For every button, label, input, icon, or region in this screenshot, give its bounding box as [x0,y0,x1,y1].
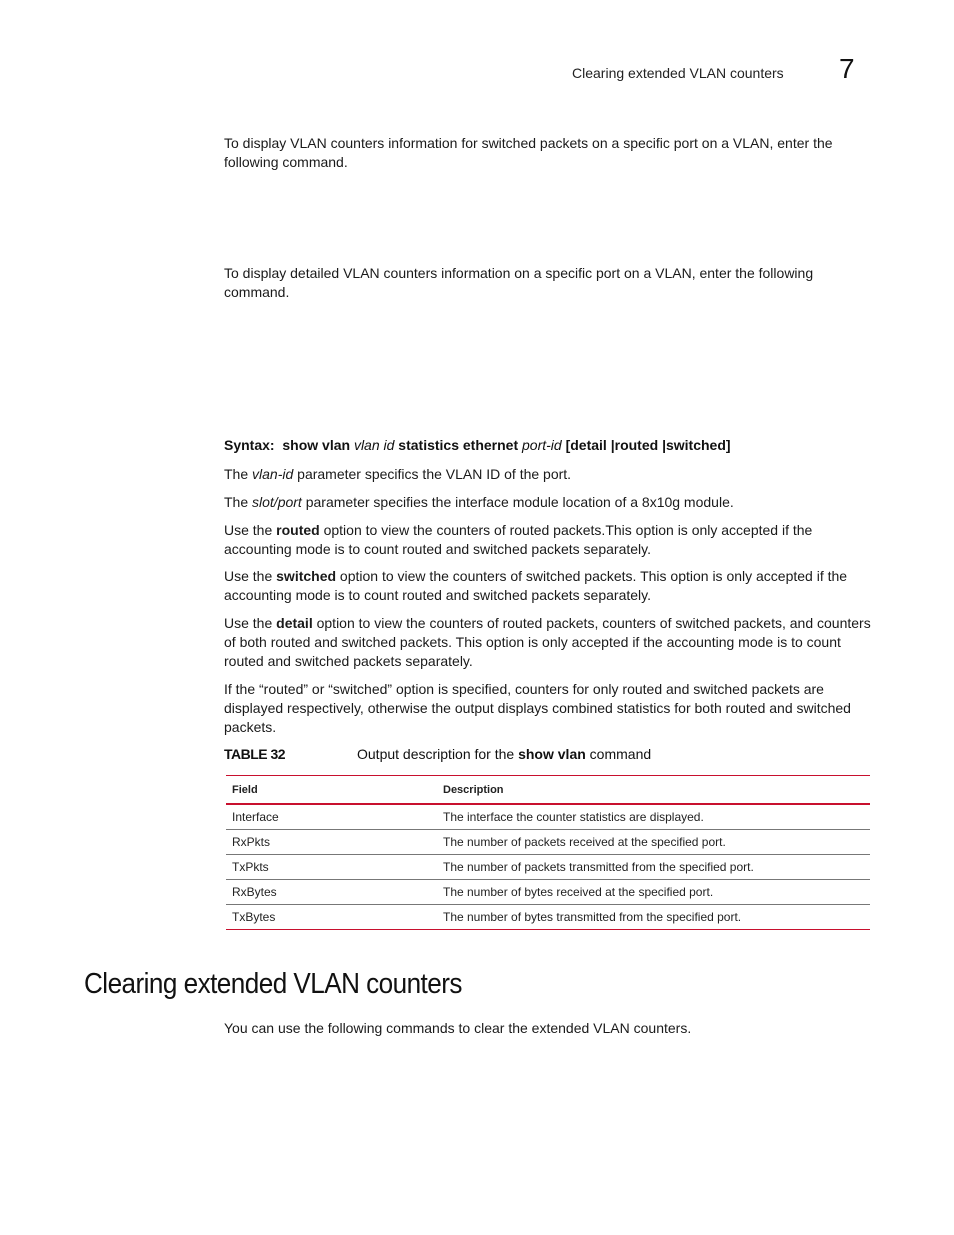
syntax-arg-vlan-id: vlan id [353,437,395,453]
text-segment: The [224,494,253,510]
running-header-title: Clearing extended VLAN counters [572,65,784,81]
text-segment: option to view the counters of routed packets, counters of switched packets, and counters of both routed and switched packets. This option is only accepted if the accounting mode is to count routed and switched packets separately. [224,615,871,669]
paragraph-vlan-id-param [224,465,872,484]
header-field: Field [226,776,437,805]
keyword-routed: routed [276,522,320,538]
syntax-label: Syntax: [224,437,275,453]
term-slot-port: slot/port [252,494,302,510]
text-segment: Use the [224,522,277,538]
table-label: TABLE 32 [224,746,286,762]
caption-text: command [585,746,652,762]
cell-description: The number of bytes received at the specified port. [437,880,870,905]
syntax-options: [detail |routed |switched] [565,437,731,453]
cell-description: The number of packets transmitted from the specified port. [437,855,870,880]
cell-description: The number of bytes transmitted from the specified port. [437,905,870,930]
text-segment: option to view the counters of switched packets. This option is only accepted if the accounting mode is to count routed and switched packets separately. [224,568,848,603]
cell-description: The interface the counter statistics are displayed. [437,804,870,830]
paragraph-clear-intro: You can use the following commands to clear the extended VLAN counters. [224,1020,692,1036]
paragraph-detailed-intro: To display detailed VLAN counters information on a specific port on a VLAN, enter the following command. [224,265,814,300]
table-row [226,905,870,930]
table-row [226,880,870,905]
text-segment: Use the [224,615,277,631]
paragraph-switched-intro: To display VLAN counters information for switched packets on a specific port on a VLAN, enter the following command. [224,135,833,170]
cell-field: TxBytes [226,905,437,930]
term-vlan-id: vlan-id [252,466,294,482]
text-segment: parameter specifics the VLAN ID of the port. [293,466,572,482]
caption-text: Output description for the [357,746,519,762]
table-header-row [226,776,870,805]
cell-field: Interface [226,804,437,830]
paragraph-routed-option [224,521,872,559]
cell-description: The number of packets received at the specified port. [437,830,870,855]
text-segment: The [224,466,253,482]
text-segment: option to view the counters of routed packets.This option is only accepted if the accounting mode is to count routed and switched packets separately. [224,522,813,557]
caption-keyword: show vlan [518,746,586,762]
text-segment: parameter specifies the interface module location of a 8x10g module. [301,494,734,510]
cell-field: TxPkts [226,855,437,880]
paragraph-switched-option [224,567,872,605]
table-caption [224,746,874,762]
text-segment: Use the [224,568,277,584]
syntax-line [224,437,731,453]
table-row [226,830,870,855]
paragraph-detail-option [224,614,872,671]
header-description: Description [437,776,870,805]
syntax-arg-port-id: port-id [522,437,562,453]
output-description-table [226,775,870,930]
syntax-keyword: statistics ethernet [398,437,519,453]
keyword-switched: switched [276,568,337,584]
table-row [226,804,870,830]
table-row [226,855,870,880]
paragraph-output-note: If the “routed” or “switched” option is specified, counters for only routed and switched packets are displayed respectively, otherwise the output displays combined statistics for both routed and switched packets. [224,681,851,735]
cell-field: RxBytes [226,880,437,905]
syntax-command: show vlan [282,437,351,453]
keyword-detail: detail [276,615,313,631]
chapter-number: 7 [839,53,855,84]
section-heading: Clearing extended VLAN counters [84,968,462,1000]
cell-field: RxPkts [226,830,437,855]
paragraph-slot-port-param [224,493,872,512]
